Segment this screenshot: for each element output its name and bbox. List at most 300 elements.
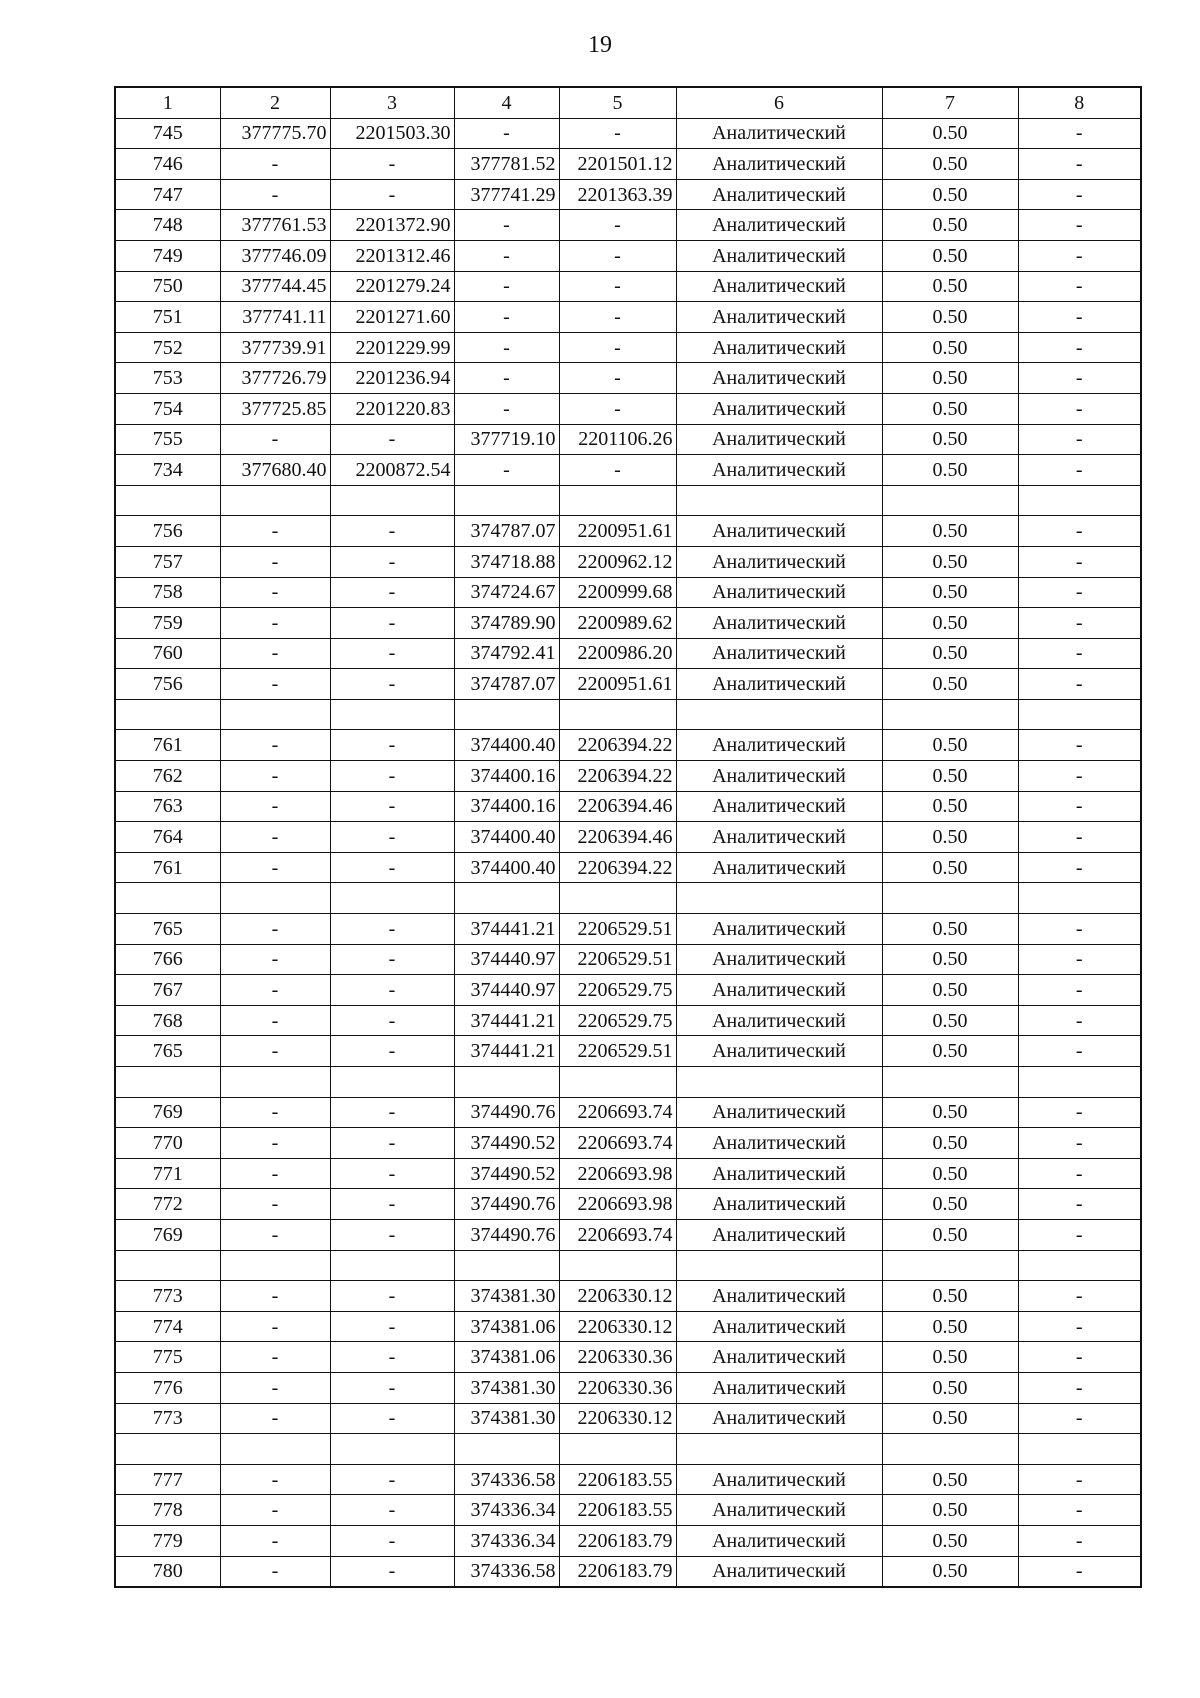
table-row (115, 332, 1141, 363)
table-cell-col-6: Аналитический (676, 424, 882, 455)
table-cell-col-1: 748 (115, 210, 220, 241)
table-cell-col-6: Аналитический (676, 1005, 882, 1036)
table-cell-col-4: - (454, 332, 559, 363)
table-row (115, 761, 1141, 792)
table-row (115, 1097, 1141, 1128)
table-cell-col-3 (330, 485, 454, 516)
table-cell-col-4: 374381.30 (454, 1403, 559, 1434)
table-row (115, 791, 1141, 822)
table-cell-col-2: - (220, 1097, 330, 1128)
table-cell-col-8: - (1018, 118, 1141, 149)
table-cell-col-3: - (330, 914, 454, 945)
table-cell-col-6 (676, 699, 882, 730)
table-cell-col-8: - (1018, 240, 1141, 271)
table-cell-col-5: 2206529.75 (559, 1005, 676, 1036)
table-cell-col-7: 0.50 (882, 240, 1018, 271)
table-row (115, 638, 1141, 669)
table-cell-col-7: 0.50 (882, 1158, 1018, 1189)
table-cell-col-4: 374724.67 (454, 577, 559, 608)
table-cell-col-8: - (1018, 302, 1141, 333)
table-cell-col-2: - (220, 1556, 330, 1587)
table-cell-col-3 (330, 1434, 454, 1465)
table-row (115, 1403, 1141, 1434)
table-cell-col-7: 0.50 (882, 1128, 1018, 1159)
table-row (115, 1158, 1141, 1189)
table-row (115, 149, 1141, 180)
table-cell-col-5: 2200951.61 (559, 516, 676, 547)
table-cell-col-6: Аналитический (676, 761, 882, 792)
table-cell-col-4: 374400.40 (454, 852, 559, 883)
table-cell-col-7: 0.50 (882, 149, 1018, 180)
table-cell-col-6: Аналитический (676, 271, 882, 302)
table-cell-col-3: - (330, 149, 454, 180)
table-cell-col-4: 374787.07 (454, 669, 559, 700)
table-cell-col-1: 763 (115, 791, 220, 822)
table-cell-col-3: - (330, 1189, 454, 1220)
table-cell-col-2: 377726.79 (220, 363, 330, 394)
table-cell-col-1: 777 (115, 1464, 220, 1495)
table-row (115, 302, 1141, 333)
table-cell-col-4: - (454, 363, 559, 394)
table-cell-col-2: - (220, 852, 330, 883)
table-row (115, 1281, 1141, 1312)
table-cell-col-5: 2206693.98 (559, 1158, 676, 1189)
table-row (115, 975, 1141, 1006)
table-cell-col-5 (559, 699, 676, 730)
table-cell-col-4: - (454, 393, 559, 424)
table-cell-col-7: 0.50 (882, 1189, 1018, 1220)
table-cell-col-1: 774 (115, 1311, 220, 1342)
table-cell-col-2: - (220, 791, 330, 822)
table-cell-col-2 (220, 883, 330, 914)
table-cell-col-2: 377680.40 (220, 455, 330, 486)
table-cell-col-2: - (220, 1005, 330, 1036)
table-row (115, 118, 1141, 149)
table-cell-col-1: 767 (115, 975, 220, 1006)
table-cell-col-7 (882, 1434, 1018, 1465)
table-cell-col-8: - (1018, 1219, 1141, 1250)
table-cell-col-6: Аналитический (676, 822, 882, 853)
table-cell-col-6 (676, 1250, 882, 1281)
table-cell-col-2: 377775.70 (220, 118, 330, 149)
table-cell-col-5: 2206529.51 (559, 1036, 676, 1067)
table-cell-col-3: 2201503.30 (330, 118, 454, 149)
table-cell-col-1: 762 (115, 761, 220, 792)
table-cell-col-7: 0.50 (882, 302, 1018, 333)
table-cell-col-5: - (559, 363, 676, 394)
table-cell-col-3: 2201229.99 (330, 332, 454, 363)
table-cell-col-5: 2206183.79 (559, 1525, 676, 1556)
table-cell-col-4: 374490.52 (454, 1158, 559, 1189)
table-cell-col-2: - (220, 669, 330, 700)
separator-row (115, 1250, 1141, 1281)
table-row (115, 424, 1141, 455)
table-cell-col-7: 0.50 (882, 1342, 1018, 1373)
table-cell-col-7: 0.50 (882, 608, 1018, 639)
table-cell-col-8: - (1018, 914, 1141, 945)
table-cell-col-5: 2200989.62 (559, 608, 676, 639)
table-cell-col-1: 753 (115, 363, 220, 394)
table-cell-col-6: Аналитический (676, 1495, 882, 1526)
table-cell-col-8: - (1018, 149, 1141, 180)
table-cell-col-8: - (1018, 363, 1141, 394)
table-cell-col-1: 764 (115, 822, 220, 853)
table-cell-col-4: 374441.21 (454, 1005, 559, 1036)
table-cell-col-8: - (1018, 822, 1141, 853)
table-cell-col-4: 374441.21 (454, 914, 559, 945)
table-cell-col-5 (559, 1434, 676, 1465)
table-cell-col-8 (1018, 485, 1141, 516)
table-cell-col-3: - (330, 546, 454, 577)
table-cell-col-1: 754 (115, 393, 220, 424)
table-cell-col-2: - (220, 1158, 330, 1189)
table-cell-col-7: 0.50 (882, 1036, 1018, 1067)
table-cell-col-8: - (1018, 1372, 1141, 1403)
table-cell-col-1: 752 (115, 332, 220, 363)
table-row (115, 1036, 1141, 1067)
column-header-6: 6 (676, 87, 882, 118)
table-cell-col-7: 0.50 (882, 516, 1018, 547)
table-row (115, 393, 1141, 424)
table-cell-col-5: - (559, 118, 676, 149)
table-cell-col-8 (1018, 1250, 1141, 1281)
table-cell-col-2: - (220, 546, 330, 577)
table-cell-col-6 (676, 1434, 882, 1465)
table-cell-col-1: 756 (115, 669, 220, 700)
table-cell-col-6: Аналитический (676, 118, 882, 149)
table-cell-col-5: - (559, 302, 676, 333)
table-cell-col-3: - (330, 730, 454, 761)
table-cell-col-5: 2206330.36 (559, 1372, 676, 1403)
table-cell-col-8: - (1018, 1005, 1141, 1036)
table-cell-col-6: Аналитический (676, 1281, 882, 1312)
table-cell-col-5: 2206394.22 (559, 852, 676, 883)
table-cell-col-8: - (1018, 332, 1141, 363)
table-cell-col-3: - (330, 975, 454, 1006)
table-cell-col-6: Аналитический (676, 363, 882, 394)
table-cell-col-4: 374336.58 (454, 1464, 559, 1495)
table-cell-col-1: 755 (115, 424, 220, 455)
table-cell-col-4: - (454, 210, 559, 241)
table-row (115, 852, 1141, 883)
table-cell-col-5: 2206330.12 (559, 1311, 676, 1342)
table-cell-col-1: 776 (115, 1372, 220, 1403)
table-cell-col-8: - (1018, 730, 1141, 761)
table-cell-col-8: - (1018, 516, 1141, 547)
table-row (115, 1495, 1141, 1526)
table-cell-col-6: Аналитический (676, 577, 882, 608)
table-cell-col-8: - (1018, 546, 1141, 577)
table-cell-col-6: Аналитический (676, 1128, 882, 1159)
table-header-row (115, 87, 1141, 118)
table-cell-col-2: - (220, 1464, 330, 1495)
table-cell-col-6: Аналитический (676, 914, 882, 945)
table-cell-col-2: - (220, 149, 330, 180)
table-cell-col-8: - (1018, 638, 1141, 669)
table-row (115, 271, 1141, 302)
table-cell-col-1: 750 (115, 271, 220, 302)
table-row (115, 516, 1141, 547)
table-cell-col-2: - (220, 1311, 330, 1342)
table-cell-col-4: 374787.07 (454, 516, 559, 547)
table-row (115, 210, 1141, 241)
table-cell-col-1: 769 (115, 1097, 220, 1128)
table-cell-col-4: 374400.16 (454, 761, 559, 792)
table-cell-col-1: 769 (115, 1219, 220, 1250)
table-cell-col-5: 2201106.26 (559, 424, 676, 455)
table-cell-col-4: 374400.40 (454, 822, 559, 853)
table-cell-col-8: - (1018, 424, 1141, 455)
table-cell-col-7: 0.50 (882, 1525, 1018, 1556)
table-cell-col-2: 377741.11 (220, 302, 330, 333)
table-cell-col-7: 0.50 (882, 1219, 1018, 1250)
table-cell-col-2: - (220, 914, 330, 945)
table-cell-col-5: 2206183.55 (559, 1464, 676, 1495)
table-cell-col-2: - (220, 424, 330, 455)
page-number: 19 (588, 32, 612, 58)
table-cell-col-6: Аналитический (676, 791, 882, 822)
table-cell-col-7: 0.50 (882, 1005, 1018, 1036)
table-cell-col-4: 374381.30 (454, 1372, 559, 1403)
table-cell-col-5: 2200951.61 (559, 669, 676, 700)
table-cell-col-5 (559, 1250, 676, 1281)
column-header-3: 3 (330, 87, 454, 118)
table-cell-col-4 (454, 485, 559, 516)
table-cell-col-3: - (330, 1495, 454, 1526)
table-cell-col-7: 0.50 (882, 914, 1018, 945)
table-cell-col-2: - (220, 944, 330, 975)
table-cell-col-5: 2206183.79 (559, 1556, 676, 1587)
table-cell-col-8: - (1018, 1158, 1141, 1189)
table-cell-col-3: - (330, 577, 454, 608)
table-cell-col-1: 772 (115, 1189, 220, 1220)
table-cell-col-3: - (330, 608, 454, 639)
table-row (115, 914, 1141, 945)
table-cell-col-7 (882, 699, 1018, 730)
table-cell-col-8: - (1018, 1525, 1141, 1556)
table-cell-col-8: - (1018, 1556, 1141, 1587)
table-cell-col-7: 0.50 (882, 822, 1018, 853)
table-cell-col-2: 377746.09 (220, 240, 330, 271)
table-cell-col-3: - (330, 1525, 454, 1556)
coordinates-table (114, 86, 1142, 1588)
table-cell-col-7: 0.50 (882, 852, 1018, 883)
table-row (115, 1128, 1141, 1159)
table-cell-col-3: 2201312.46 (330, 240, 454, 271)
table-cell-col-6: Аналитический (676, 1372, 882, 1403)
table-row (115, 363, 1141, 394)
table-cell-col-6: Аналитический (676, 852, 882, 883)
table-cell-col-2: - (220, 1495, 330, 1526)
table-cell-col-1 (115, 1250, 220, 1281)
table-cell-col-2: - (220, 179, 330, 210)
table-cell-col-5: - (559, 393, 676, 424)
table-cell-col-6: Аналитический (676, 1556, 882, 1587)
table-row (115, 669, 1141, 700)
table-cell-col-6: Аналитический (676, 546, 882, 577)
table-cell-col-8: - (1018, 271, 1141, 302)
table-cell-col-5 (559, 1067, 676, 1098)
table-row (115, 1189, 1141, 1220)
table-cell-col-5: 2200986.20 (559, 638, 676, 669)
table-cell-col-6: Аналитический (676, 516, 882, 547)
table-cell-col-3: - (330, 791, 454, 822)
table-cell-col-8: - (1018, 1495, 1141, 1526)
table-cell-col-1: 758 (115, 577, 220, 608)
table-cell-col-8: - (1018, 577, 1141, 608)
table-cell-col-7: 0.50 (882, 1403, 1018, 1434)
table-cell-col-3: - (330, 852, 454, 883)
table-cell-col-3: - (330, 669, 454, 700)
table-cell-col-7: 0.50 (882, 1281, 1018, 1312)
table-cell-col-2 (220, 485, 330, 516)
table-cell-col-8: - (1018, 1403, 1141, 1434)
table-cell-col-5: 2206693.74 (559, 1128, 676, 1159)
table-cell-col-1: 745 (115, 118, 220, 149)
table-cell-col-4: 374381.06 (454, 1342, 559, 1373)
table-cell-col-3: - (330, 1464, 454, 1495)
table-cell-col-6: Аналитический (676, 455, 882, 486)
table-row (115, 1311, 1141, 1342)
table-cell-col-4: 374441.21 (454, 1036, 559, 1067)
table-cell-col-1: 746 (115, 149, 220, 180)
table-cell-col-7: 0.50 (882, 271, 1018, 302)
table-cell-col-8 (1018, 1067, 1141, 1098)
table-cell-col-8: - (1018, 669, 1141, 700)
table-cell-col-6: Аналитический (676, 638, 882, 669)
table-cell-col-2: - (220, 1219, 330, 1250)
table-cell-col-5: - (559, 332, 676, 363)
table-cell-col-8: - (1018, 1036, 1141, 1067)
table-cell-col-1: 756 (115, 516, 220, 547)
table-cell-col-3: - (330, 1372, 454, 1403)
table-cell-col-5: 2206394.46 (559, 822, 676, 853)
table-cell-col-6: Аналитический (676, 944, 882, 975)
table-cell-col-3: - (330, 1342, 454, 1373)
table-cell-col-7: 0.50 (882, 332, 1018, 363)
table-cell-col-7: 0.50 (882, 1097, 1018, 1128)
table-cell-col-3: 2201236.94 (330, 363, 454, 394)
table-cell-col-3: 2201372.90 (330, 210, 454, 241)
table-cell-col-2: - (220, 608, 330, 639)
table-cell-col-3: - (330, 638, 454, 669)
column-header-5: 5 (559, 87, 676, 118)
table-row (115, 546, 1141, 577)
table-cell-col-5: 2206330.12 (559, 1403, 676, 1434)
table-cell-col-8: - (1018, 1342, 1141, 1373)
table-cell-col-3: - (330, 1556, 454, 1587)
table-cell-col-1: 775 (115, 1342, 220, 1373)
table-row (115, 1372, 1141, 1403)
table-cell-col-4: 374440.97 (454, 975, 559, 1006)
table-cell-col-7: 0.50 (882, 118, 1018, 149)
separator-row (115, 883, 1141, 914)
separator-row (115, 485, 1141, 516)
table-cell-col-1: 757 (115, 546, 220, 577)
table-cell-col-8: - (1018, 179, 1141, 210)
table-cell-col-7: 0.50 (882, 455, 1018, 486)
table-cell-col-7: 0.50 (882, 577, 1018, 608)
column-header-1: 1 (115, 87, 220, 118)
table-cell-col-4 (454, 1434, 559, 1465)
table-cell-col-7: 0.50 (882, 1556, 1018, 1587)
table-cell-col-4: - (454, 455, 559, 486)
table-cell-col-1: 759 (115, 608, 220, 639)
table-cell-col-6: Аналитический (676, 302, 882, 333)
table-cell-col-8: - (1018, 1281, 1141, 1312)
table-cell-col-5: 2206693.74 (559, 1097, 676, 1128)
table-cell-col-6: Аналитический (676, 1342, 882, 1373)
table-cell-col-1: 761 (115, 730, 220, 761)
table-cell-col-3: - (330, 1403, 454, 1434)
table-cell-col-6: Аналитический (676, 1311, 882, 1342)
table-cell-col-8: - (1018, 975, 1141, 1006)
table-row (115, 1342, 1141, 1373)
table-row (115, 1464, 1141, 1495)
table-cell-col-7 (882, 1250, 1018, 1281)
table-cell-col-2: - (220, 516, 330, 547)
table-cell-col-5: 2206693.98 (559, 1189, 676, 1220)
table-cell-col-2 (220, 699, 330, 730)
table-cell-col-7: 0.50 (882, 730, 1018, 761)
table-cell-col-6: Аналитический (676, 240, 882, 271)
table-row (115, 608, 1141, 639)
table-cell-col-5: - (559, 240, 676, 271)
table-cell-col-7: 0.50 (882, 363, 1018, 394)
table-cell-col-6: Аналитический (676, 149, 882, 180)
table-row (115, 577, 1141, 608)
table-cell-col-1: 773 (115, 1403, 220, 1434)
table-cell-col-1: 770 (115, 1128, 220, 1159)
table-cell-col-1: 780 (115, 1556, 220, 1587)
table-cell-col-7: 0.50 (882, 669, 1018, 700)
separator-row (115, 1067, 1141, 1098)
table-cell-col-5: 2206394.22 (559, 730, 676, 761)
table-row (115, 179, 1141, 210)
table-cell-col-2: - (220, 1372, 330, 1403)
table-cell-col-8: - (1018, 1128, 1141, 1159)
table-cell-col-6: Аналитический (676, 1158, 882, 1189)
table-cell-col-4: 377719.10 (454, 424, 559, 455)
table-cell-col-7: 0.50 (882, 761, 1018, 792)
table-cell-col-7: 0.50 (882, 1372, 1018, 1403)
table-cell-col-2: - (220, 1342, 330, 1373)
table-cell-col-1: 761 (115, 852, 220, 883)
table-cell-col-5: - (559, 210, 676, 241)
table-cell-col-4: 377741.29 (454, 179, 559, 210)
table-cell-col-2 (220, 1067, 330, 1098)
table-row (115, 240, 1141, 271)
table-cell-col-4: 374440.97 (454, 944, 559, 975)
table-cell-col-5: 2206394.46 (559, 791, 676, 822)
table-cell-col-3 (330, 883, 454, 914)
table-cell-col-2: - (220, 1036, 330, 1067)
table-cell-col-3: 2200872.54 (330, 455, 454, 486)
table-cell-col-1: 747 (115, 179, 220, 210)
table-cell-col-3: - (330, 516, 454, 547)
table-cell-col-3: - (330, 944, 454, 975)
table-cell-col-6: Аналитический (676, 1403, 882, 1434)
table-cell-col-2 (220, 1434, 330, 1465)
table-cell-col-3: - (330, 1281, 454, 1312)
table-cell-col-4: - (454, 118, 559, 149)
table-cell-col-5: 2206330.12 (559, 1281, 676, 1312)
table-cell-col-1: 749 (115, 240, 220, 271)
separator-row (115, 699, 1141, 730)
table-cell-col-7: 0.50 (882, 1464, 1018, 1495)
table-cell-col-7: 0.50 (882, 791, 1018, 822)
table-cell-col-4: 374381.30 (454, 1281, 559, 1312)
